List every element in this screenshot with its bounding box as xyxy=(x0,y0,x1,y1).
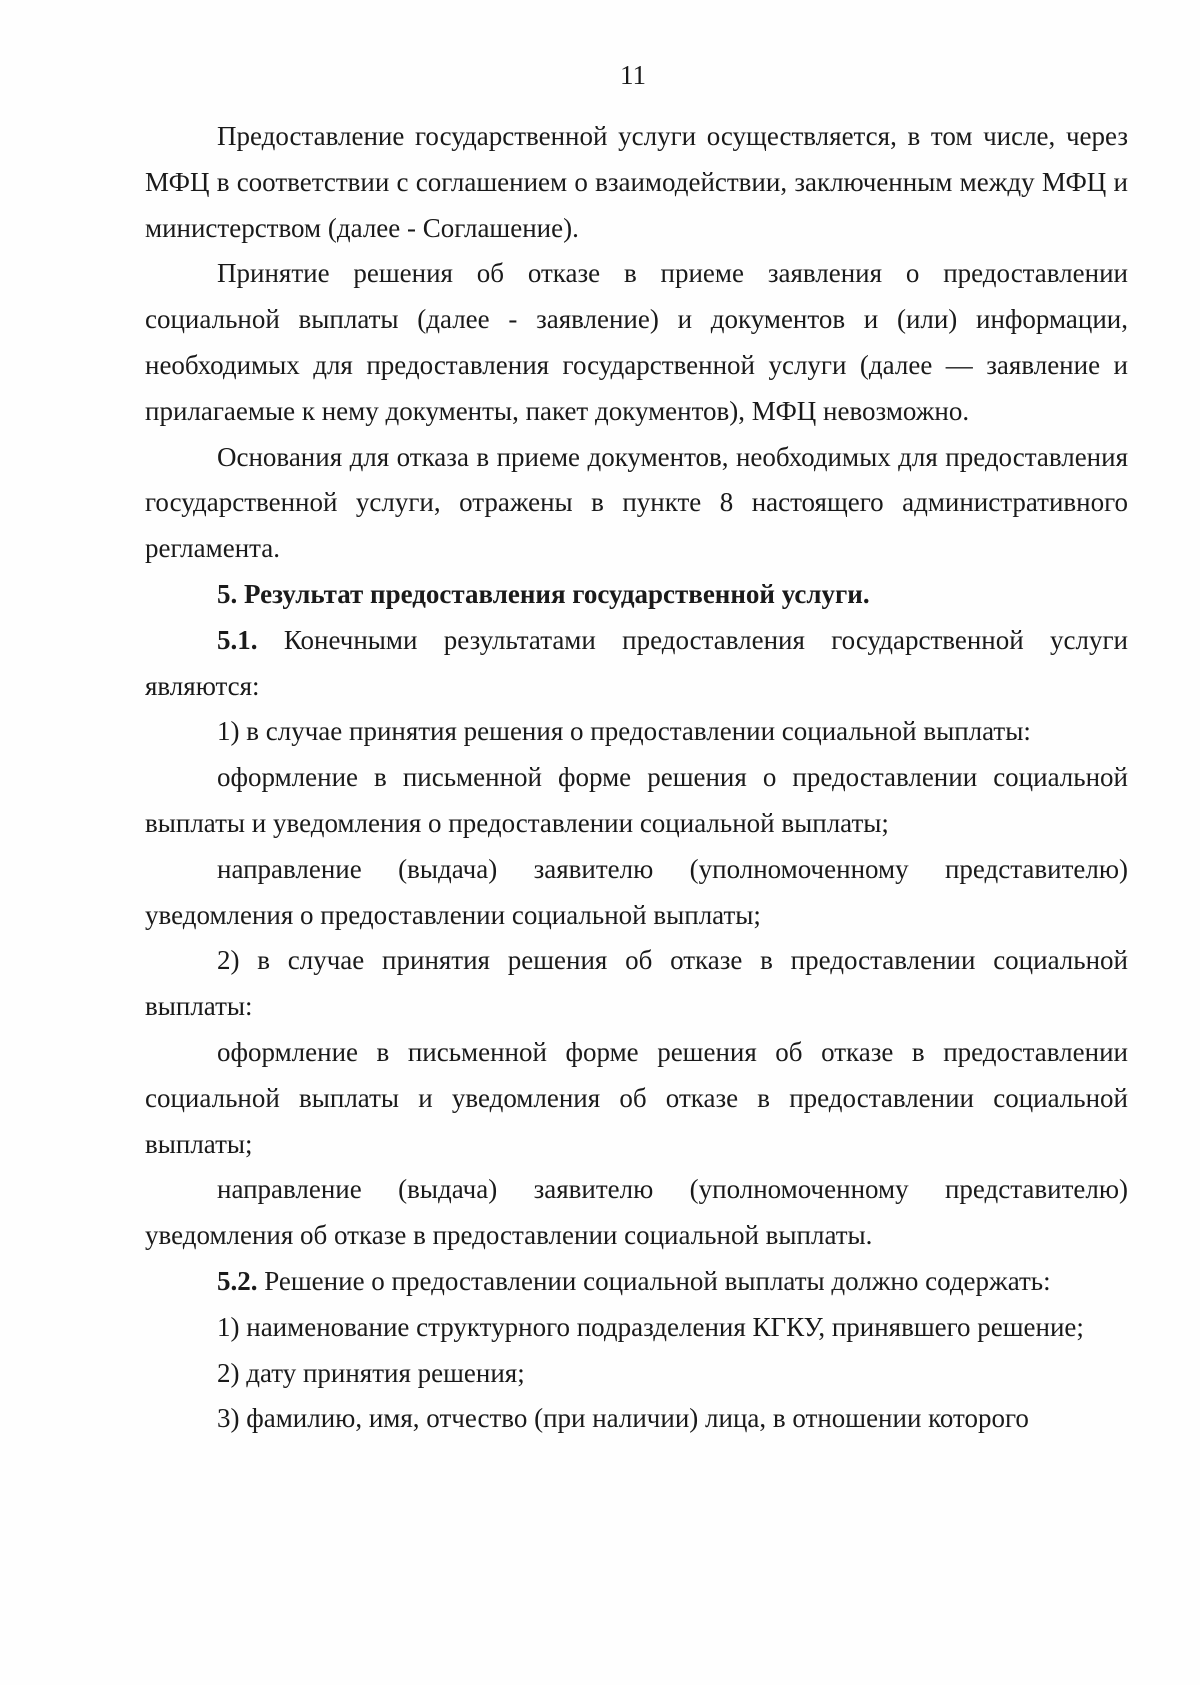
clause-number: 5.2. xyxy=(217,1265,258,1296)
list-item-1: 1) в случае принятия решения о предоставлении социальной выплаты: xyxy=(217,716,1031,747)
paragraph-refusal-grounds: Основания для отказа в приеме документов, необходимых для предоставления государственной услуги, отражены в пункте 8 настоящего административного регламента. xyxy=(145,441,1128,564)
list-item-detail: направление (выдача) заявителю (уполномоченному представителю) уведомления о предоставлении социальной выплаты; xyxy=(145,853,1128,930)
list-item-detail: оформление в письменной форме решения о предоставлении социальной выплаты и уведомления о предоставлении социальной выплаты; xyxy=(145,762,1128,838)
paragraph-5-2 xyxy=(145,1259,1128,1305)
list-item-2: 2) в случае принятия решения об отказе в предоставлении социальной выплаты: xyxy=(145,945,1128,1022)
clause-number: 5.1. xyxy=(217,624,258,655)
paragraph-refusal-impossible: Принятие решения об отказе в приеме заявления о предоставлении социальной выплаты (далее - заявление) и документов и (или) информации, необходимых для предоставления государственной услуги (далее — заявление и прилагаемые к нему документы, пакет документов), МФЦ невозможно. xyxy=(145,258,1128,426)
page-number: 11 xyxy=(620,60,646,90)
list-item-3: 3) фамилию, имя, отчество (при наличии) лица, в отношении которого xyxy=(217,1403,1029,1434)
document-body xyxy=(145,114,1128,1442)
list-item-2: 2) дату принятия решения; xyxy=(217,1357,525,1388)
list-item-1: 1) наименование структурного подразделения КГКУ, принявшего решение; xyxy=(217,1311,1084,1342)
clause-text: Решение о предоставлении социальной выплаты должно содержать: xyxy=(257,1265,1051,1296)
clause-text: Конечными результатами предоставления государственной услуги являются: xyxy=(145,624,1128,701)
section-heading-5: 5. Результат предоставления государственной услуги. xyxy=(217,578,870,609)
list-item-detail: направление (выдача) заявителю (уполномоченному представителю) уведомления об отказе в предоставлении социальной выплаты. xyxy=(145,1174,1128,1251)
paragraph-5-1 xyxy=(145,618,1128,710)
paragraph-mfc-provision: Предоставление государственной услуги осуществляется, в том числе, через МФЦ в соответствии с соглашением о взаимодействии, заключенным между МФЦ и министерством (далее - Соглашение). xyxy=(145,121,1128,243)
list-item-detail: оформление в письменной форме решения об отказе в предоставлении социальной выплаты и уведомления об отказе в предоставлении социальной выплаты; xyxy=(145,1036,1128,1159)
